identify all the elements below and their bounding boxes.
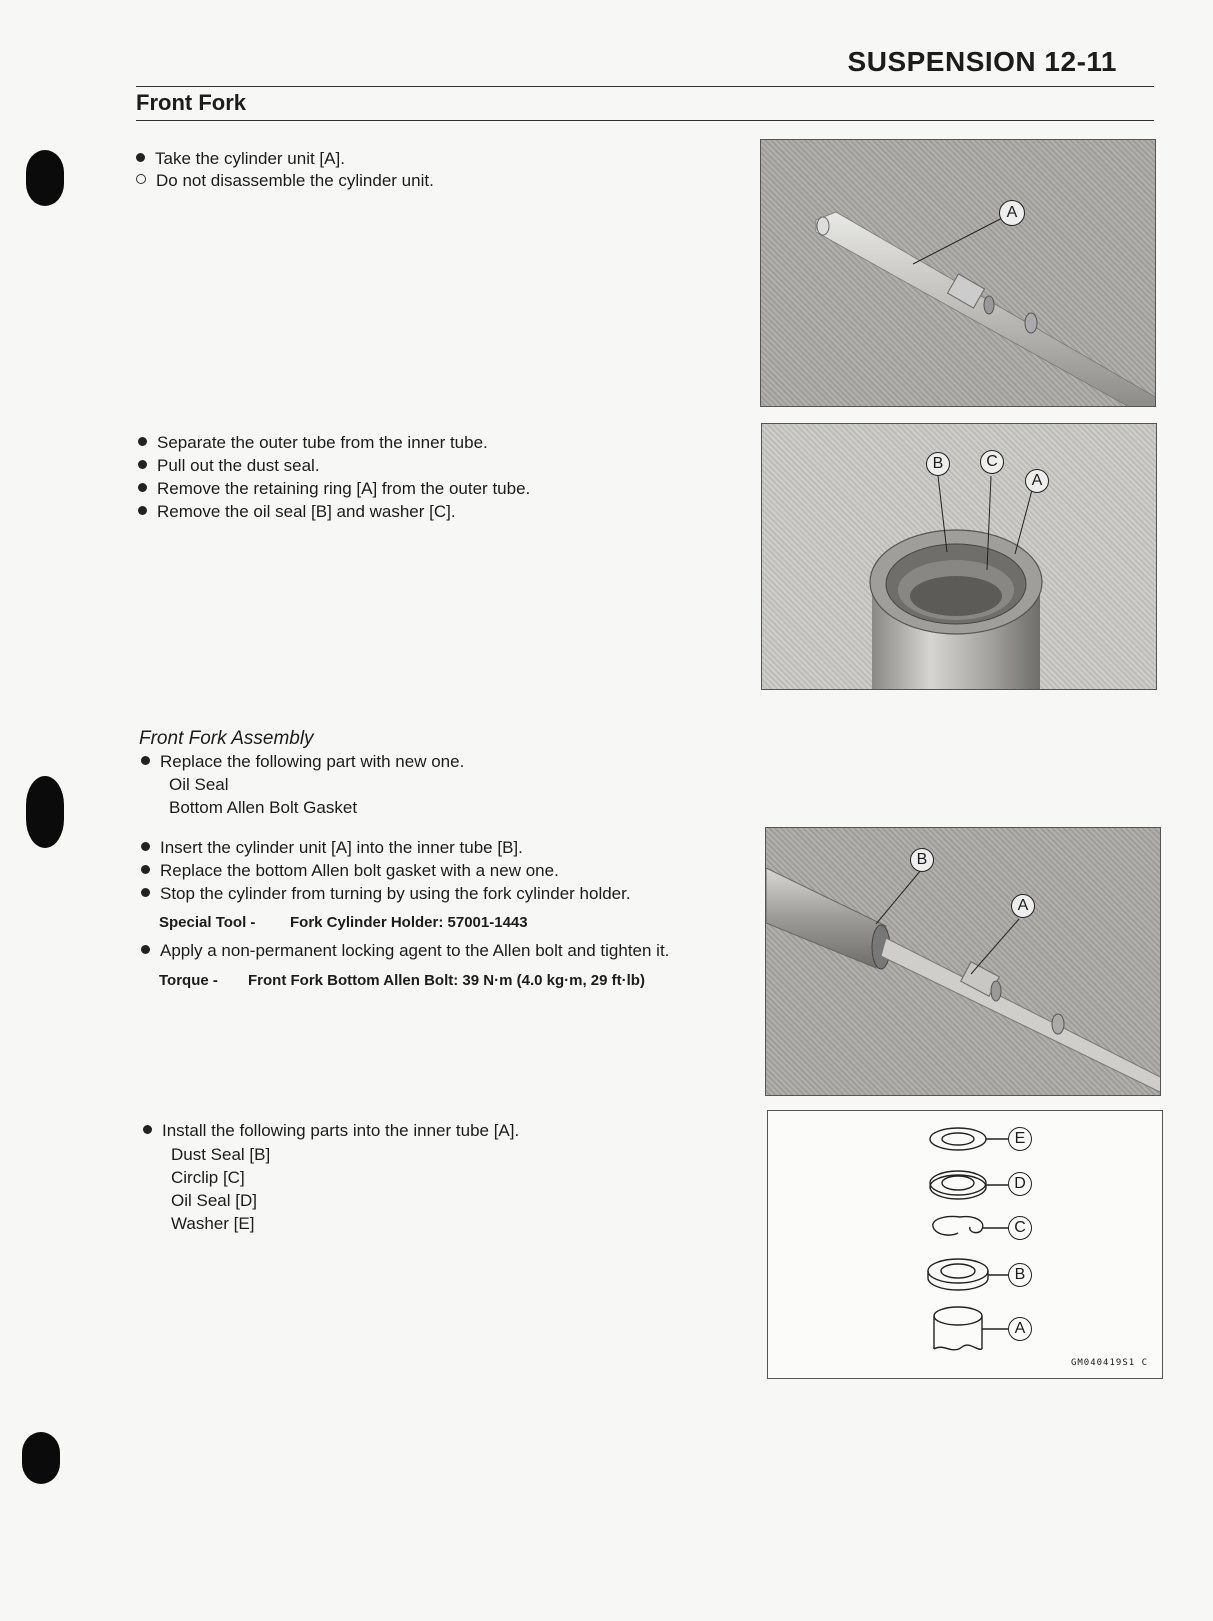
parts-stack-illustration — [768, 1111, 1164, 1380]
outer-tube-illustration — [762, 424, 1157, 690]
section-title: Front Fork — [136, 90, 246, 115]
list-item: Replace the bottom Allen bolt gasket with a new one. — [141, 860, 559, 882]
list-item: Remove the retaining ring [A] from the outer tube. — [138, 478, 530, 500]
list-item: Install the following parts into the inner tube [A]. — [143, 1120, 519, 1142]
bullet-icon — [141, 888, 150, 897]
figure-label-A: A — [1011, 894, 1035, 918]
figure-label-A: A — [1008, 1317, 1032, 1341]
insert-cylinder-illustration — [766, 828, 1161, 1096]
bullet-icon — [141, 756, 150, 765]
list-item: Do not disassemble the cylinder unit. — [136, 170, 434, 192]
bullet-icon — [143, 1125, 152, 1134]
binder-hole-top — [26, 150, 64, 206]
part-name: Washer [E] — [171, 1214, 255, 1233]
cylinder-unit-illustration — [761, 140, 1156, 407]
list-item: Replace the following part with new one. — [141, 751, 464, 773]
figure-label-B: B — [1008, 1263, 1032, 1287]
torque-label: Torque - — [159, 972, 218, 989]
page-header-title: SUSPENSION 12-11 — [847, 46, 1117, 77]
list-item: Stop the cylinder from turning by using the fork cylinder holder. — [141, 883, 631, 905]
bullet-icon — [136, 153, 145, 162]
part-name: Circlip [C] — [171, 1168, 245, 1187]
figure-outer-tube-photo — [761, 423, 1157, 690]
figure-cylinder-unit-photo — [760, 139, 1156, 407]
figure-code: GM040419S1 C — [1070, 1358, 1148, 1368]
figure-label-A: A — [999, 200, 1025, 226]
figure-label-E: E — [1008, 1127, 1032, 1151]
bullet-icon — [138, 506, 147, 515]
part-name: Bottom Allen Bolt Gasket — [169, 798, 358, 817]
list-item: Pull out the dust seal. — [138, 455, 320, 477]
list-item: Apply a non-permanent locking agent to the Allen bolt and tighten it. — [141, 940, 669, 962]
figure-label-C: C — [980, 450, 1004, 474]
binder-hole-bottom — [22, 1432, 60, 1484]
bullet-icon — [141, 865, 150, 874]
torque-value: Front Fork Bottom Allen Bolt: 39 N·m (4.0 kg·m, 29 ft·lb) — [248, 972, 645, 989]
list-item: Take the cylinder unit [A]. — [136, 148, 345, 170]
list-item: Remove the oil seal [B] and washer [C]. — [138, 501, 456, 523]
bullet-icon — [138, 437, 147, 446]
list-item: Insert the cylinder unit [A] into the inner tube [B]. — [141, 837, 523, 859]
part-name: Dust Seal [B] — [171, 1145, 271, 1164]
sub-bullet-icon — [136, 174, 146, 184]
binder-hole-middle — [26, 776, 64, 848]
bullet-icon — [138, 483, 147, 492]
figure-label-C: C — [1008, 1216, 1032, 1240]
subsection-heading: Front Fork Assembly — [139, 728, 314, 749]
bullet-icon — [141, 945, 150, 954]
part-name: Oil Seal [D] — [171, 1191, 257, 1210]
header-rule — [136, 86, 1154, 87]
special-tool-value: Fork Cylinder Holder: 57001-1443 — [290, 914, 528, 931]
figure-parts-diagram — [767, 1110, 1163, 1379]
bullet-icon — [138, 460, 147, 469]
special-tool-label: Special Tool - — [159, 914, 256, 931]
section-rule — [136, 120, 1154, 121]
part-name: Oil Seal — [169, 775, 229, 794]
figure-label-B: B — [926, 452, 950, 476]
bullet-icon — [141, 842, 150, 851]
figure-insert-cylinder-photo — [765, 827, 1161, 1096]
figure-label-D: D — [1008, 1172, 1032, 1196]
list-item: Separate the outer tube from the inner tube. — [138, 432, 488, 454]
figure-label-A: A — [1025, 469, 1049, 493]
figure-label-B: B — [910, 848, 934, 872]
